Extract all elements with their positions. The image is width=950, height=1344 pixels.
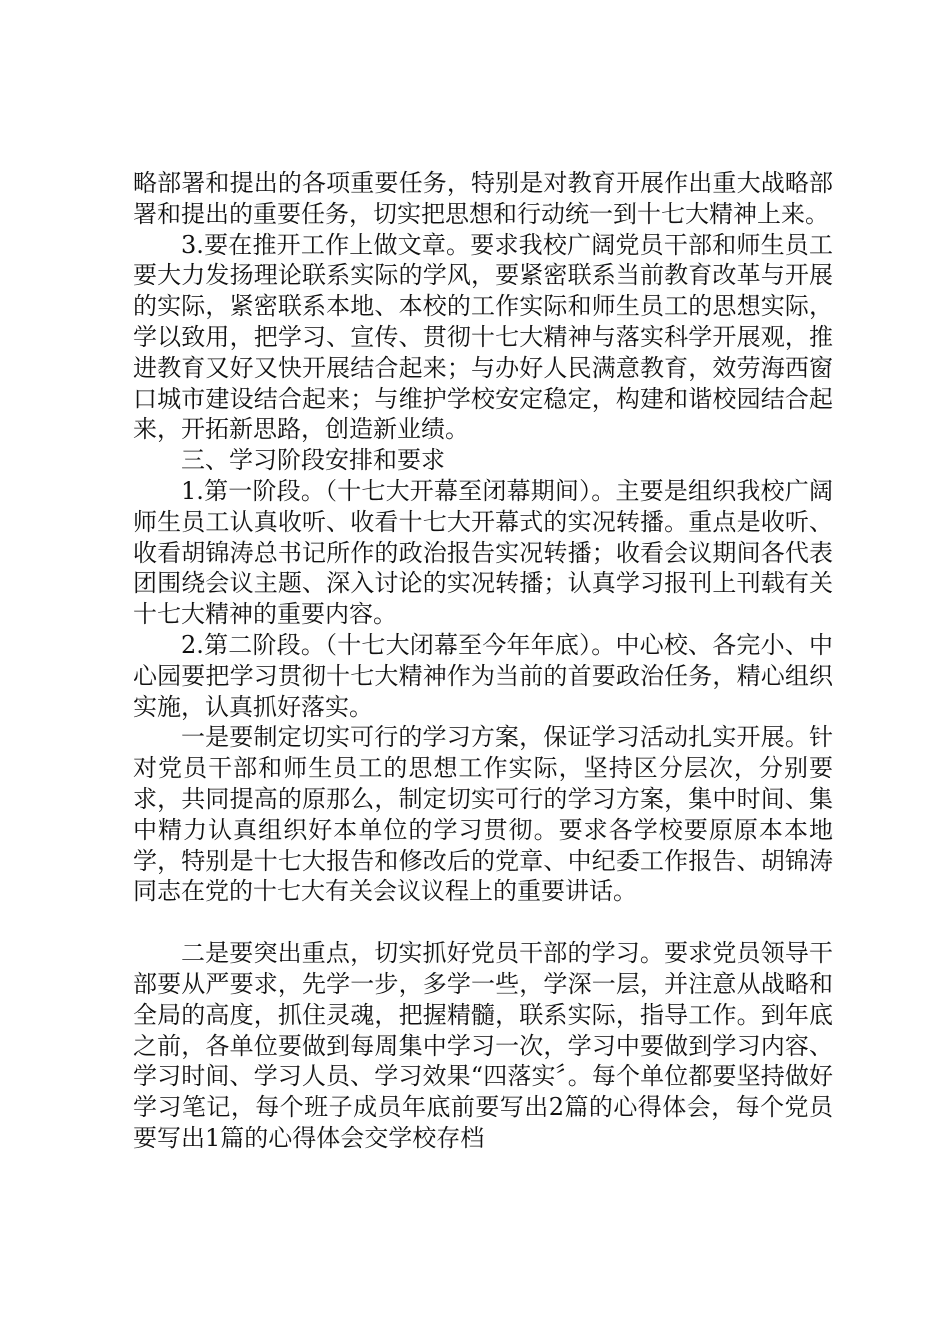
paragraph-stage-2: 2.第二阶段。（十七大闭幕至今年年底）。中心校、各完小、中心园要把学习贯彻十七大精神作为当前的首要政治任务，精心组织实施，认真抓好落实。	[133, 630, 833, 721]
paragraph-stage-1: 1.第一阶段。（十七大开幕至闭幕期间）。主要是组织我校广阔师生员工认真收听、收看十七大开幕式的实况转播。重点是收听、收看胡锦涛总书记所作的政治报告实况转播；收看会议期间各代表团围绕会议主题、深入讨论的实况转播；认真学习报刊上刊载有关十七大精神的重要内容。	[133, 476, 833, 629]
paragraph-continuation: 略部署和提出的各项重要任务，特别是对教育开展作出重大战略部署和提出的重要任务，切实把思想和行动统一到十七大精神上来。	[133, 169, 833, 228]
paragraph-item-3: 3.要在推开工作上做文章。要求我校广阔党员干部和师生员工要大力发扬理论联系实际的学风，要紧密联系当前教育改革与开展的实际，紧密联系本地、本校的工作实际和师生员工的思想实际，学以致用，把学习、宣传、贯彻十七大精神与落实科学开展观，推进教育又好又快开展结合起来；与办好人民满意教育，效劳海西窗口城市建设结合起来；与维护学校安定稳定，构建和谐校园结合起来，开拓新思路，创造新业绩。	[133, 230, 833, 444]
document-body	[133, 168, 833, 1154]
paragraph-point-1: 一是要制定切实可行的学习方案，保证学习活动扎实开展。针对党员干部和师生员工的思想工作实际，坚持区分层次，分别要求，共同提高的原那么，制定切实可行的学习方案，集中时间、集中精力认真组织好本单位的学习贯彻。要求各学校要原原本本地学，特别是十七大报告和修改后的党章、中纪委工作报告、胡锦涛同志在党的十七大有关会议议程上的重要讲话。	[133, 723, 833, 906]
paragraph-point-2: 二是要突出重点，切实抓好党员干部的学习。要求党员领导干部要从严要求，先学一步，多学一些，学深一层，并注意从战略和全局的高度，抓住灵魂，把握精髓，联系实际，指导工作。到年底之前，各单位要做到每周集中学习一次，学习中要做到学习内容、学习时间、学习人员、学习效果“四落实〞。每个单位都要坚持做好学习笔记，每个班子成员年底前要写出2篇的心得体会，每个党员要写出1篇的心得体会交学校存档	[133, 939, 833, 1152]
section-heading: 三、学习阶段安排和要求	[181, 446, 445, 475]
paragraph-spacer	[133, 907, 833, 938]
